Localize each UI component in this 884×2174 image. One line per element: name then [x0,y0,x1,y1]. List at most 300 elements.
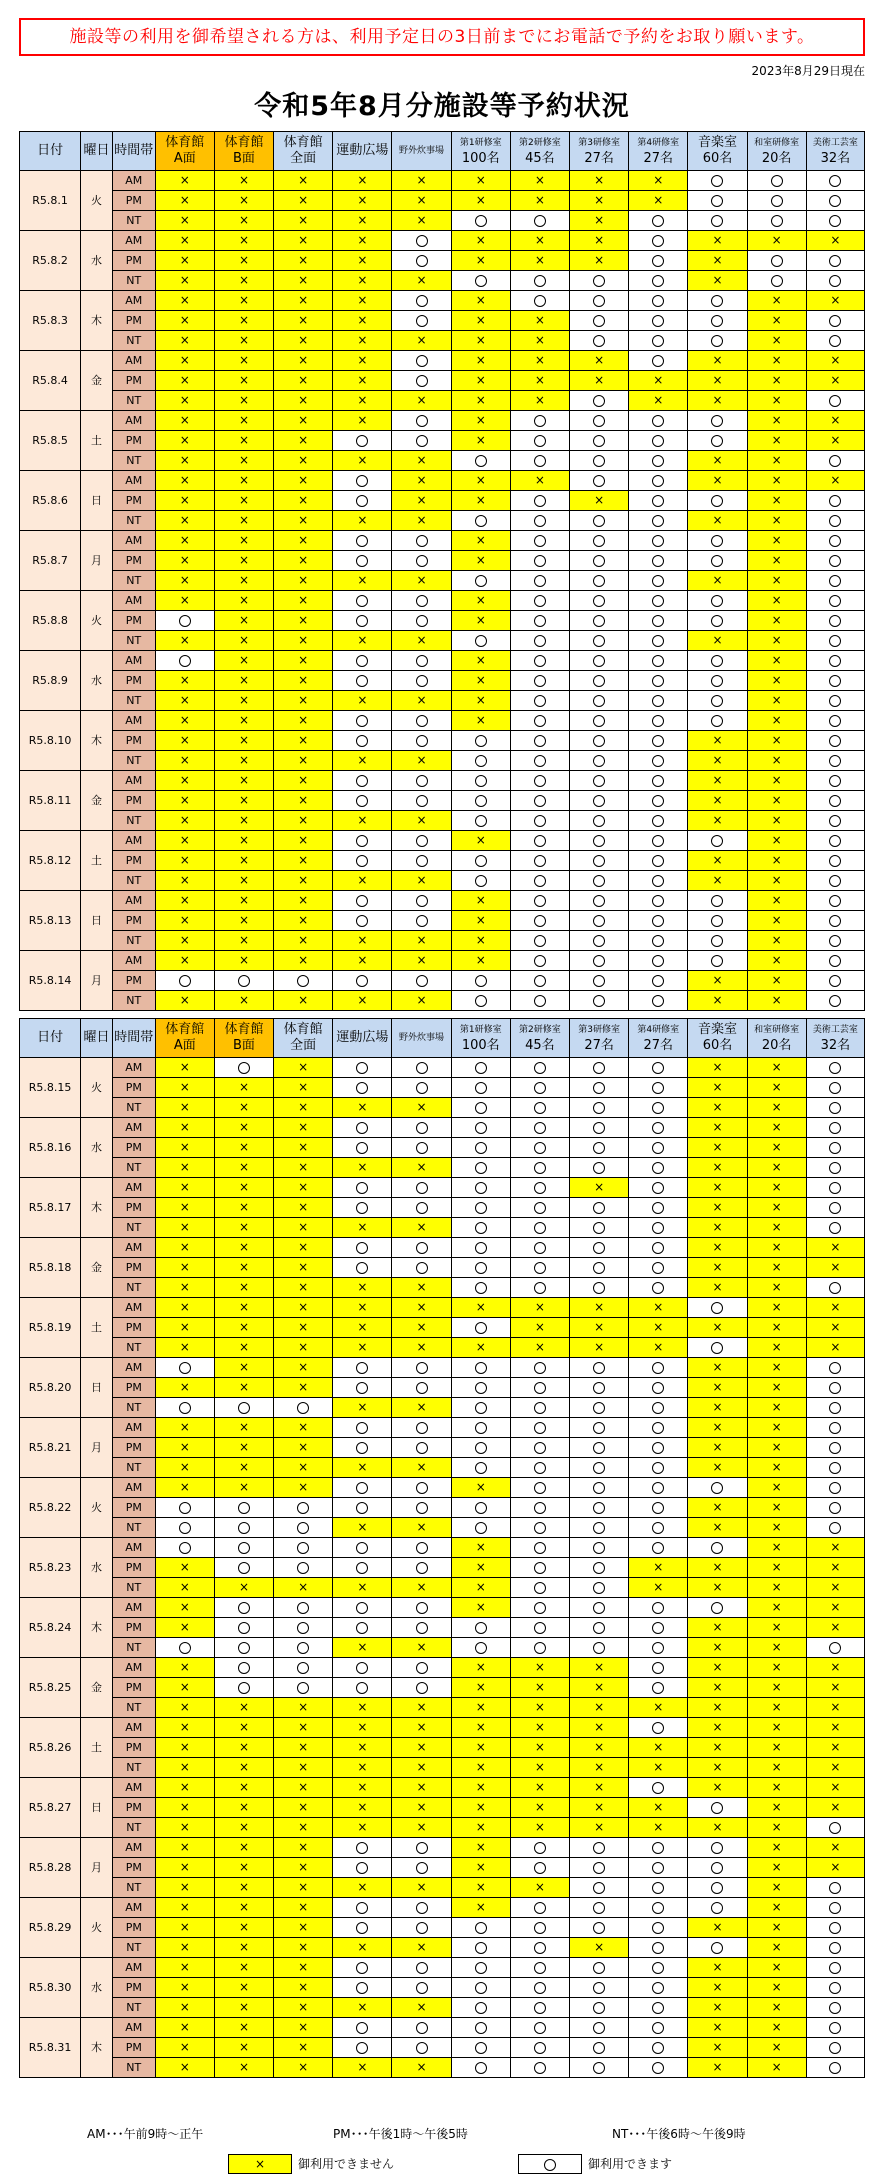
time-slot-cell: AM [112,411,155,431]
available-cell [451,2038,510,2058]
available-cell [510,811,569,831]
unavailable-cell [747,371,806,391]
time-slot-cell: NT [112,1758,155,1778]
available-cell [510,411,569,431]
available-cell [333,1558,392,1578]
unavailable-cell [155,1558,214,1578]
unavailable-cell [392,451,451,471]
available-cell [806,1378,864,1398]
circle-icon [829,1202,841,1214]
circle-icon [534,2062,546,2074]
unavailable-cell [747,1758,806,1778]
cross-icon: × [238,1140,250,1154]
unavailable-cell [333,331,392,351]
unavailable-cell [688,1958,747,1978]
available-cell [451,2018,510,2038]
cross-icon: × [298,1780,309,1794]
unavailable-cell [392,1578,451,1598]
circle-icon [534,1262,546,1274]
cross-icon: × [179,1100,190,1114]
circle-icon [771,215,783,227]
unavailable-cell [274,1338,333,1358]
available-cell [510,1638,569,1658]
unavailable-cell [688,1238,747,1258]
cross-icon: × [298,1240,309,1254]
unavailable-cell [570,1718,629,1738]
unavailable-cell [570,491,629,511]
unavailable-cell [274,1138,333,1158]
cross-icon: × [238,573,250,587]
available-cell [451,1438,510,1458]
available-cell [274,1658,333,1678]
unavailable-cell [155,571,214,591]
unavailable-cell [629,1338,688,1358]
circle-icon [771,275,783,287]
unavailable-cell [155,1938,214,1958]
circle-icon [829,195,841,207]
cross-icon: × [771,1960,782,1974]
available-cell [570,1258,629,1278]
facility-header [451,132,510,171]
circle-icon [534,2002,546,2014]
cross-icon: × [238,1900,250,1914]
facility-capacity: 27名 [584,1038,614,1053]
available-cell [570,731,629,751]
circle-icon [356,1062,368,1074]
cross-icon: × [475,1720,486,1734]
cross-icon: × [179,1260,190,1274]
cross-icon: × [238,473,250,487]
circle-icon [711,1302,723,1314]
circle-icon [475,1442,487,1454]
available-cell [510,511,569,531]
circle-icon [593,275,605,287]
unavailable-cell [155,1298,214,1318]
cross-icon: × [179,1720,190,1734]
circle-icon [356,1842,368,1854]
available-cell [510,431,569,451]
cross-icon: × [179,1700,190,1714]
circle-icon [534,1902,546,1914]
available-cell [333,2018,392,2038]
cross-icon: × [238,933,250,947]
circle-icon [829,1422,841,1434]
available-cell [451,1098,510,1118]
schedule-table-2 [19,1018,865,2078]
unavailable-cell [747,1778,806,1798]
circle-icon [711,495,723,507]
cross-icon: × [179,1320,190,1334]
available-cell [333,1658,392,1678]
circle-icon [356,1962,368,1974]
available-cell [570,1498,629,1518]
unavailable-cell [392,1298,451,1318]
cross-icon: × [179,1120,190,1134]
available-cell [510,1838,569,1858]
unavailable-cell [747,1878,806,1898]
cross-icon: × [238,1700,250,1714]
available-cell [688,291,747,311]
unavailable-cell [333,171,392,191]
unavailable-cell [155,291,214,311]
unavailable-cell [806,1758,864,1778]
circle-icon [475,275,487,287]
circle-icon [829,1882,841,1894]
schedule-row [20,1718,865,1738]
available-cell [747,171,806,191]
cross-icon: × [712,253,723,267]
unavailable-cell [688,1278,747,1298]
weekday-header: 曜日 [81,1019,113,1058]
circle-icon [829,215,841,227]
unavailable-cell [688,871,747,891]
unavailable-cell [333,811,392,831]
circle-icon [593,515,605,527]
unavailable-cell [392,471,451,491]
circle-icon [356,1362,368,1374]
available-cell [451,1178,510,1198]
circle-icon [534,1182,546,1194]
cross-icon: × [594,1800,605,1814]
available-cell [510,1078,569,1098]
unavailable-cell [451,391,510,411]
circle-icon [593,715,605,727]
unavailable-cell [747,1958,806,1978]
unavailable-cell [333,511,392,531]
cross-icon: × [771,2040,782,2054]
cross-icon: × [179,1060,190,1074]
unavailable-cell [214,491,273,511]
legend-pm: PM･･･午後1時～午後5時 [333,2127,468,2141]
circle-icon [356,1202,368,1214]
available-cell [451,1618,510,1638]
cross-icon: × [830,1580,841,1594]
unavailable-cell [274,1998,333,2018]
unavailable-cell [510,1818,569,1838]
available-cell [570,591,629,611]
cross-icon: × [179,553,190,567]
cross-icon: × [712,853,723,867]
available-cell [629,311,688,331]
weekday-cell: 火 [81,1478,113,1538]
schedule-row [20,1138,865,1158]
circle-icon [829,835,841,847]
available-swatch [518,2154,582,2174]
time-slot-cell: PM [112,1318,155,1338]
cross-icon: × [712,1180,723,1194]
available-cell [333,1598,392,1618]
schedule-row [20,251,865,271]
schedule-row [20,851,865,871]
cross-icon: × [298,1180,309,1194]
unavailable-cell [155,791,214,811]
cross-icon: × [298,893,309,907]
unavailable-cell [333,311,392,331]
available-cell [392,1978,451,1998]
circle-icon [829,1642,841,1654]
unavailable-cell [451,1858,510,1878]
cross-icon: × [357,1720,368,1734]
schedule-row [20,231,865,251]
cross-icon: × [179,1920,190,1934]
cross-icon: × [653,1560,664,1574]
facility-name: 第1研修室 [459,1025,502,1035]
unavailable-cell [155,1178,214,1198]
cross-icon: × [475,1300,486,1314]
circle-icon [593,315,605,327]
circle-icon [534,935,546,947]
cross-icon: × [298,1480,309,1494]
unavailable-cell [214,771,273,791]
available-cell [570,911,629,931]
cross-icon: × [298,1920,309,1934]
cross-icon: × [298,1160,309,1174]
available-cell [629,1218,688,1238]
cross-icon: × [712,1260,723,1274]
cross-icon: × [238,1240,250,1254]
cross-icon: × [238,513,250,527]
weekday-cell: 金 [81,1238,113,1298]
available-cell [688,1878,747,1898]
cross-icon: × [416,753,427,767]
cross-icon: × [830,413,841,427]
available-cell [629,551,688,571]
cross-icon: × [238,1180,250,1194]
cross-icon: × [416,1320,427,1334]
cross-icon: × [416,1160,427,1174]
cross-icon: × [712,1980,723,1994]
cross-icon: × [298,1260,309,1274]
facility-header [274,132,333,171]
available-cell [629,1998,688,2018]
cross-icon: × [712,1360,723,1374]
cross-icon: × [475,353,486,367]
cross-icon: × [298,873,309,887]
unavailable-cell [214,1958,273,1978]
available-cell [629,1158,688,1178]
available-cell [806,971,864,991]
facility-capacity: 27名 [643,1038,674,1053]
unavailable-cell [510,391,569,411]
circle-icon [416,1502,428,1514]
facility-capacity: 27名 [584,151,614,166]
available-cell [629,691,688,711]
circle-icon [534,715,546,727]
cross-icon: × [298,513,309,527]
available-cell [274,971,333,991]
cross-icon: × [238,1320,250,1334]
facility-name: 音楽室 [697,1022,737,1037]
cross-icon: × [771,473,782,487]
cross-icon: × [712,1460,723,1474]
cross-icon: × [475,413,486,427]
unavailable-cell [274,1258,333,1278]
available-cell [392,1378,451,1398]
unavailable-cell [214,291,273,311]
unavailable-cell [806,371,864,391]
cross-icon: × [475,1800,486,1814]
cross-icon: × [238,1920,250,1934]
schedule-row [20,391,865,411]
cross-icon: × [179,753,190,767]
available-cell [570,311,629,331]
unavailable-cell [806,1778,864,1798]
unavailable-cell [274,1298,333,1318]
unavailable-cell [688,1558,747,1578]
unavailable-cell [629,191,688,211]
available-cell [806,1458,864,1478]
weekday-cell: 月 [81,951,113,1011]
schedule-row [20,1458,865,1478]
cross-icon: × [179,193,190,207]
cross-icon: × [712,233,723,247]
cross-icon: × [357,573,368,587]
circle-icon [652,675,664,687]
available-cell [510,451,569,471]
unavailable-cell [155,451,214,471]
date-cell: R5.8.16 [20,1118,81,1178]
unavailable-cell [214,551,273,571]
facility-capacity: 100名 [461,151,500,166]
cross-icon: × [238,1740,250,1754]
cross-icon: × [238,1800,250,1814]
facility-name: 体育館 [283,1022,323,1037]
cross-icon: × [238,713,250,727]
unavailable-cell [333,1938,392,1958]
circle-icon [475,1202,487,1214]
unavailable-label: 御利用できません [298,2157,395,2171]
unavailable-cell [688,1138,747,1158]
time-slot-cell: AM [112,1718,155,1738]
available-cell [806,991,864,1011]
available-cell [688,411,747,431]
circle-icon [593,1362,605,1374]
available-cell [570,991,629,1011]
time-slot-cell: NT [112,1698,155,1718]
unavailable-cell [155,2018,214,2038]
cross-icon: × [238,1460,250,1474]
circle-icon [652,1722,664,1734]
unavailable-cell [333,1718,392,1738]
unavailable-cell [451,251,510,271]
unavailable-cell [274,791,333,811]
time-slot-cell: PM [112,1558,155,1578]
available-cell [274,1638,333,1658]
available-cell [806,1218,864,1238]
circle-icon [356,1442,368,1454]
circle-icon [356,975,368,987]
cross-icon: × [712,1140,723,1154]
circle-icon [356,555,368,567]
facility-header [214,132,273,171]
available-cell [629,431,688,451]
unavailable-cell [629,1818,688,1838]
available-cell [510,1518,569,1538]
available-cell [806,811,864,831]
available-cell [629,511,688,531]
available-cell [451,1078,510,1098]
unavailable-cell [451,471,510,491]
cross-icon: × [179,1140,190,1154]
date-cell: R5.8.26 [20,1718,81,1778]
unavailable-cell [747,1458,806,1478]
available-cell [333,1918,392,1938]
cross-icon: × [771,1440,782,1454]
unavailable-cell [688,1718,747,1738]
available-cell [510,1378,569,1398]
unavailable-cell [392,1218,451,1238]
cross-icon: × [534,1660,545,1674]
unavailable-cell [274,411,333,431]
facility-capacity: 32名 [820,1038,851,1053]
available-cell [688,671,747,691]
unavailable-cell [155,1858,214,1878]
unavailable-cell [155,671,214,691]
unavailable-cell [155,1138,214,1158]
available-cell [570,891,629,911]
circle-icon [593,595,605,607]
circle-icon [593,1402,605,1414]
available-cell [688,491,747,511]
available-cell [806,271,864,291]
unavailable-cell [333,411,392,431]
schedule-row [20,1418,865,1438]
cross-icon: × [179,893,190,907]
cross-icon: × [771,833,782,847]
cross-icon: × [238,1220,250,1234]
cross-icon: × [357,513,368,527]
unavailable-cell [629,1698,688,1718]
circle-icon [593,2002,605,2014]
circle-icon [534,215,546,227]
unavailable-cell [747,1658,806,1678]
unavailable-cell [688,1378,747,1398]
unavailable-cell [392,1398,451,1418]
available-cell [629,411,688,431]
unavailable-cell [688,351,747,371]
unavailable-cell [274,1958,333,1978]
circle-icon [829,1962,841,1974]
cross-icon: × [298,993,309,1007]
circle-icon [652,815,664,827]
available-cell [629,951,688,971]
unavailable-cell [747,1338,806,1358]
circle-icon [593,775,605,787]
circle-icon [534,1942,546,1954]
available-cell [451,1138,510,1158]
circle-icon [829,1502,841,1514]
cross-icon: × [179,533,190,547]
cross-icon: × [179,513,190,527]
time-slot-cell: PM [112,851,155,871]
unavailable-cell [155,411,214,431]
available-cell [629,1458,688,1478]
available-cell [806,251,864,271]
cross-icon: × [298,193,309,207]
cross-icon: × [653,1740,664,1754]
unavailable-cell [155,871,214,891]
schedule-row [20,731,865,751]
unavailable-cell [629,1558,688,1578]
unavailable-cell [688,1998,747,2018]
cross-icon: × [179,313,190,327]
circle-icon [179,975,191,987]
cross-icon: × [298,1880,309,1894]
unavailable-cell [214,611,273,631]
unavailable-cell [214,371,273,391]
available-cell [570,1838,629,1858]
unavailable-cell [155,531,214,551]
